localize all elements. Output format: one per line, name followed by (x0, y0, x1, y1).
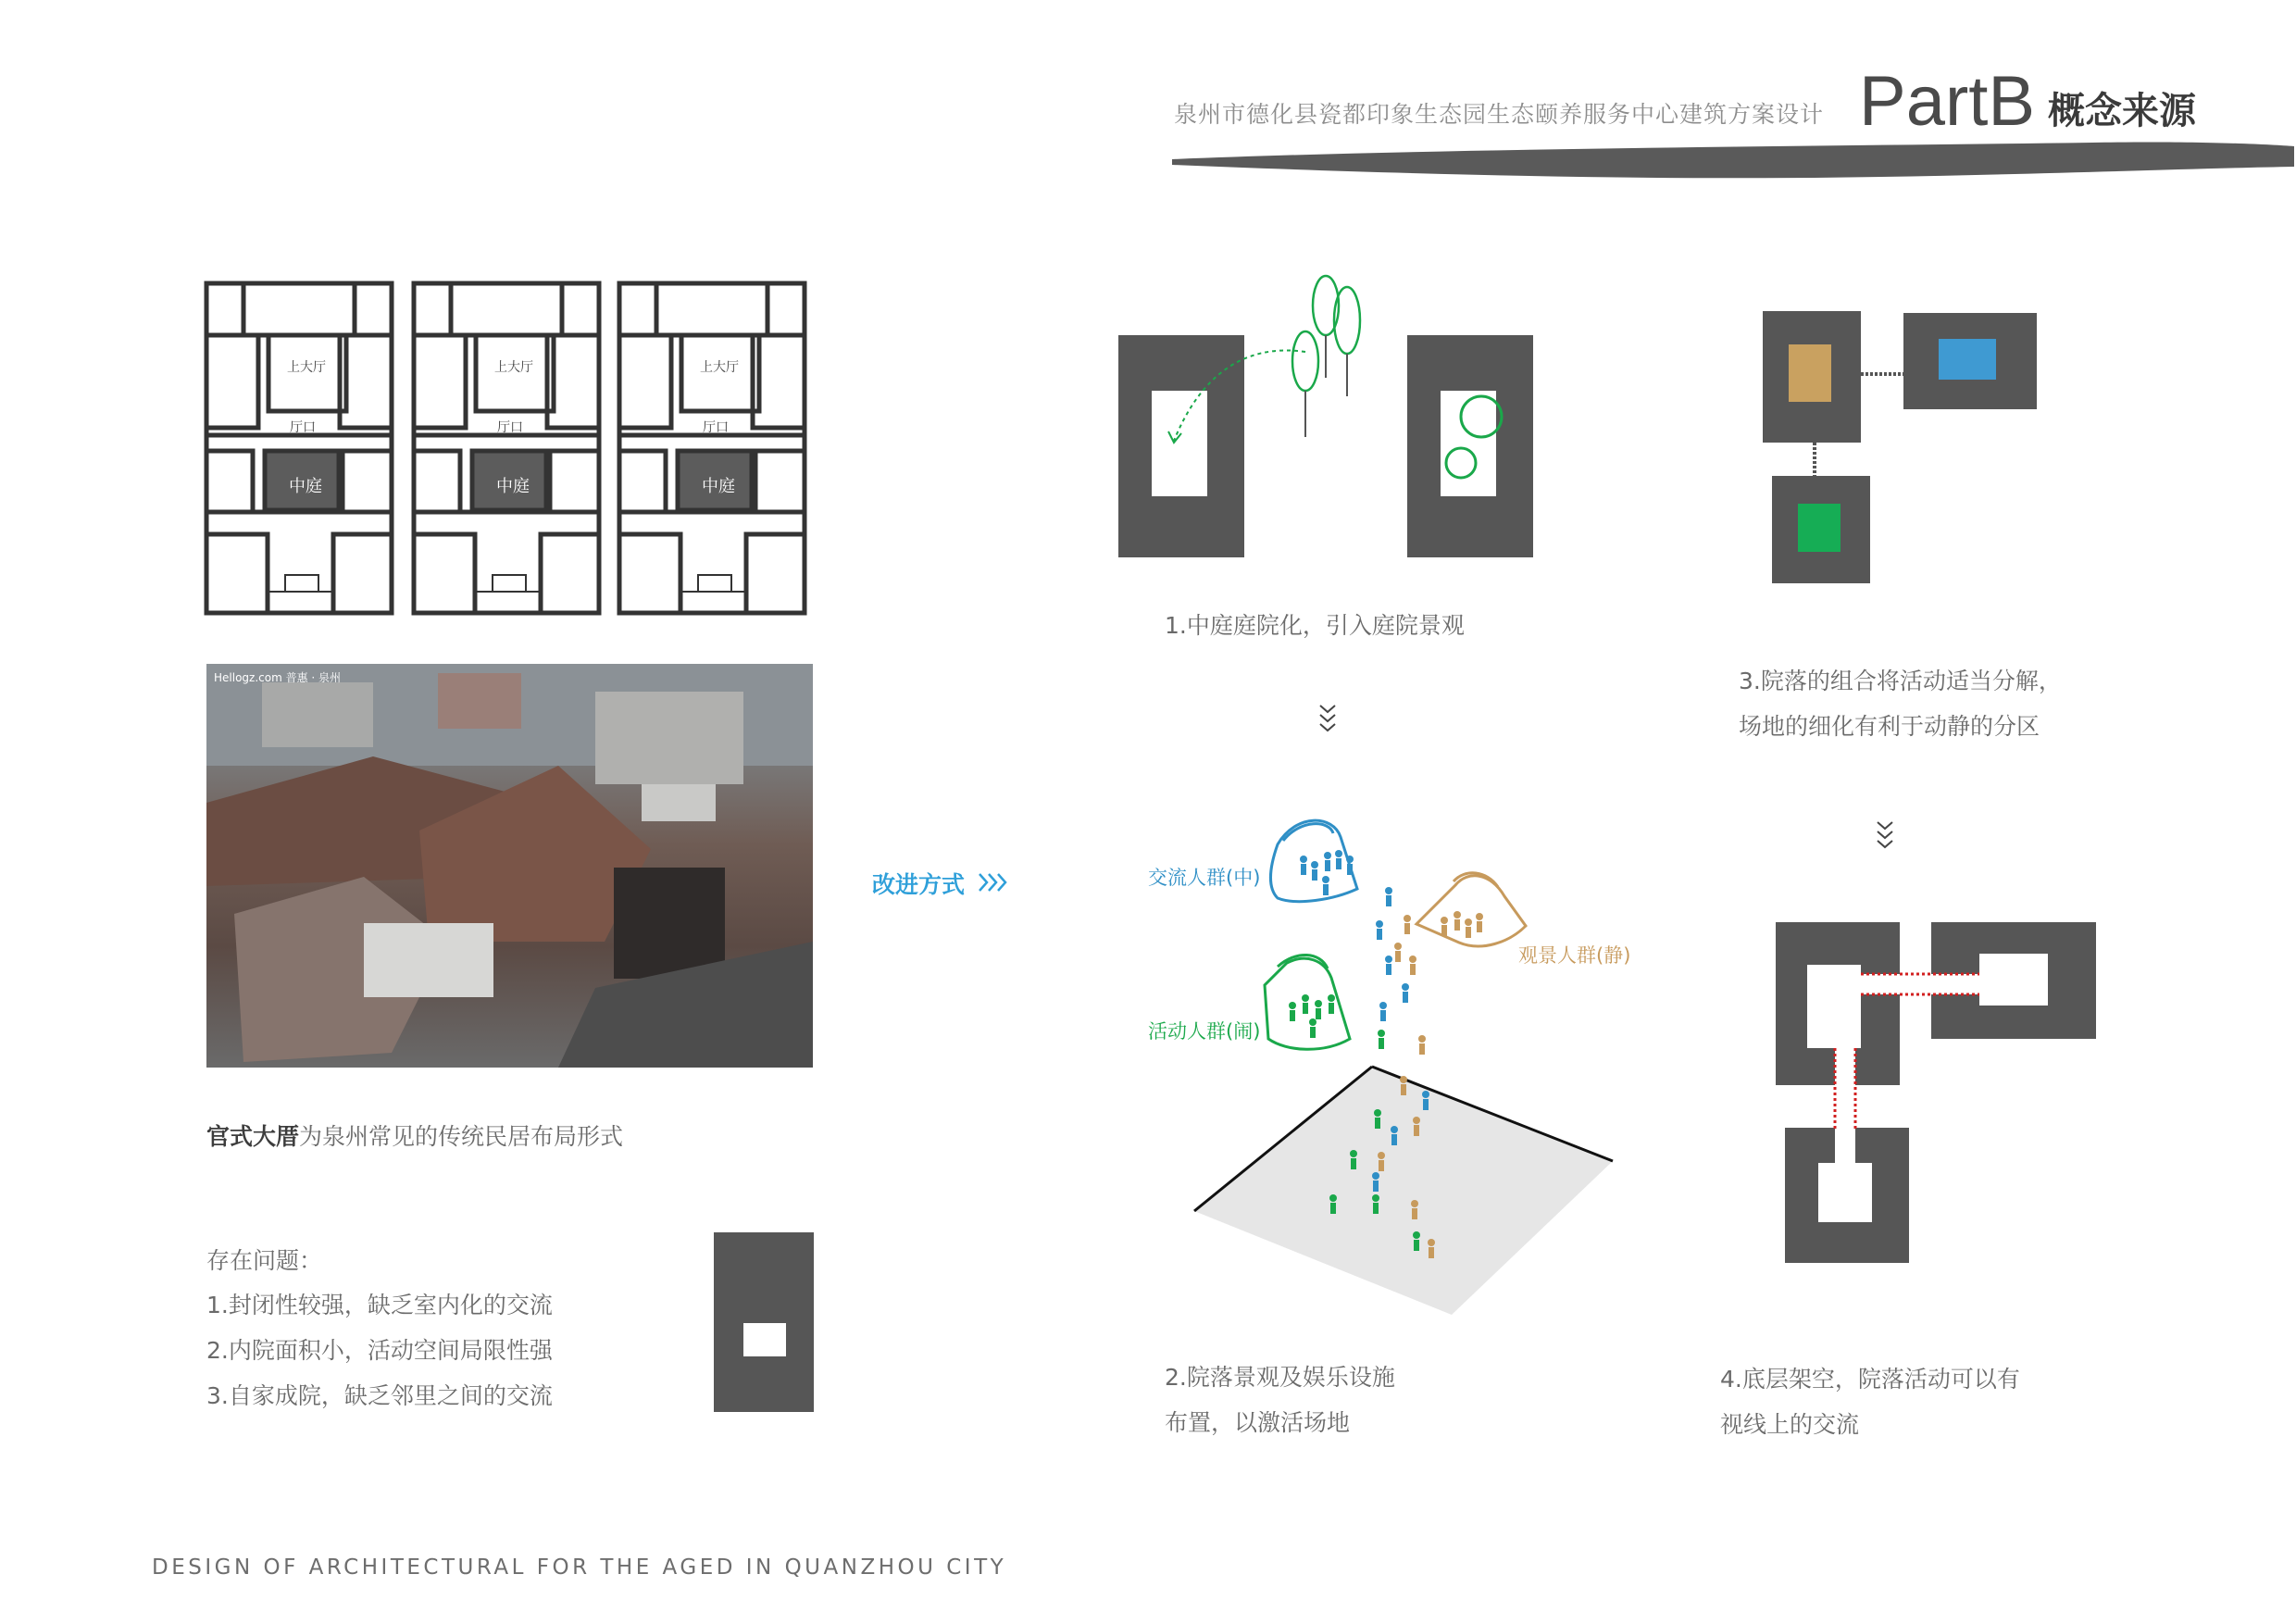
part-label: PartB (1859, 62, 2036, 141)
section-title: 概念来源 (2048, 90, 2196, 132)
problem-item-1: 1.封闭性较强，缺乏室内化的交流 (206, 1292, 553, 1318)
label-courtyard-2: 中庭 (496, 477, 530, 496)
label-hall-entry-1: 厅口 (290, 420, 316, 435)
layout-caption-rest: 为泉州常见的传统民居布局形式 (299, 1123, 624, 1150)
photo-watermark: Hellogz.com 普惠 · 泉州 (214, 671, 342, 684)
step1-diagram (1111, 269, 1546, 565)
label-courtyard-3: 中庭 (702, 477, 735, 496)
chevrons-right-icon (976, 868, 1013, 896)
crowd-view-label: 观景人群(静) (1518, 944, 1631, 967)
chevrons-down-icon-2 (1874, 818, 1896, 852)
label-hall-entry-3: 厅口 (703, 420, 729, 435)
problems-title: 存在问题： (206, 1247, 323, 1274)
layout-caption (206, 1118, 623, 1152)
brush-stroke (1167, 139, 2296, 185)
step2-caption-line1: 2.院落景观及娱乐设施 (1165, 1364, 1395, 1391)
rooftops-photo (206, 664, 813, 1068)
step4-diagram (1768, 917, 2102, 1268)
floor-plans (204, 281, 815, 616)
floor-plan-1 (206, 283, 392, 613)
label-upper-hall-2: 上大厅 (494, 360, 533, 375)
step1-caption: 1.中庭庭院化，引入庭院景观 (1165, 612, 1465, 639)
step3-diagram (1755, 306, 2042, 589)
improve-label: 改进方式 (872, 871, 966, 898)
problem-item-2: 2.内院面积小，活动空间局限性强 (206, 1337, 553, 1364)
label-upper-hall-3: 上大厅 (700, 360, 739, 375)
closed-courtyard-block (711, 1230, 817, 1415)
crowd-exchange-label: 交流人群(中) (1148, 867, 1261, 889)
project-subtitle: 泉州市德化县瓷都印象生态园生态颐养服务中心建筑方案设计 (1174, 101, 1825, 128)
chevrons-down-icon-1 (1316, 702, 1339, 735)
label-courtyard-1: 中庭 (289, 477, 322, 496)
step3-caption-line1: 3.院落的组合将活动适当分解， (1739, 668, 2062, 694)
label-hall-entry-2: 厅口 (497, 420, 523, 435)
crowd-activity-label: 活动人群(闹) (1148, 1020, 1261, 1043)
layout-caption-bold: 官式大厝 (206, 1123, 300, 1150)
step3-caption-line2: 场地的细化有利于动静的分区 (1739, 713, 2040, 740)
step2-caption-line2: 布置，以激活场地 (1165, 1409, 1351, 1436)
step4-caption-line2: 视线上的交流 (1720, 1411, 1860, 1438)
problem-item-3: 3.自家成院，缺乏邻里之间的交流 (206, 1382, 553, 1409)
label-upper-hall-1: 上大厅 (287, 360, 326, 375)
footer-english-title: DESIGN OF ARCHITECTURAL FOR THE AGED IN QUANZHOU CITY (152, 1555, 1007, 1580)
step4-caption-line1: 4.底层架空，院落活动可以有 (1720, 1366, 2020, 1393)
